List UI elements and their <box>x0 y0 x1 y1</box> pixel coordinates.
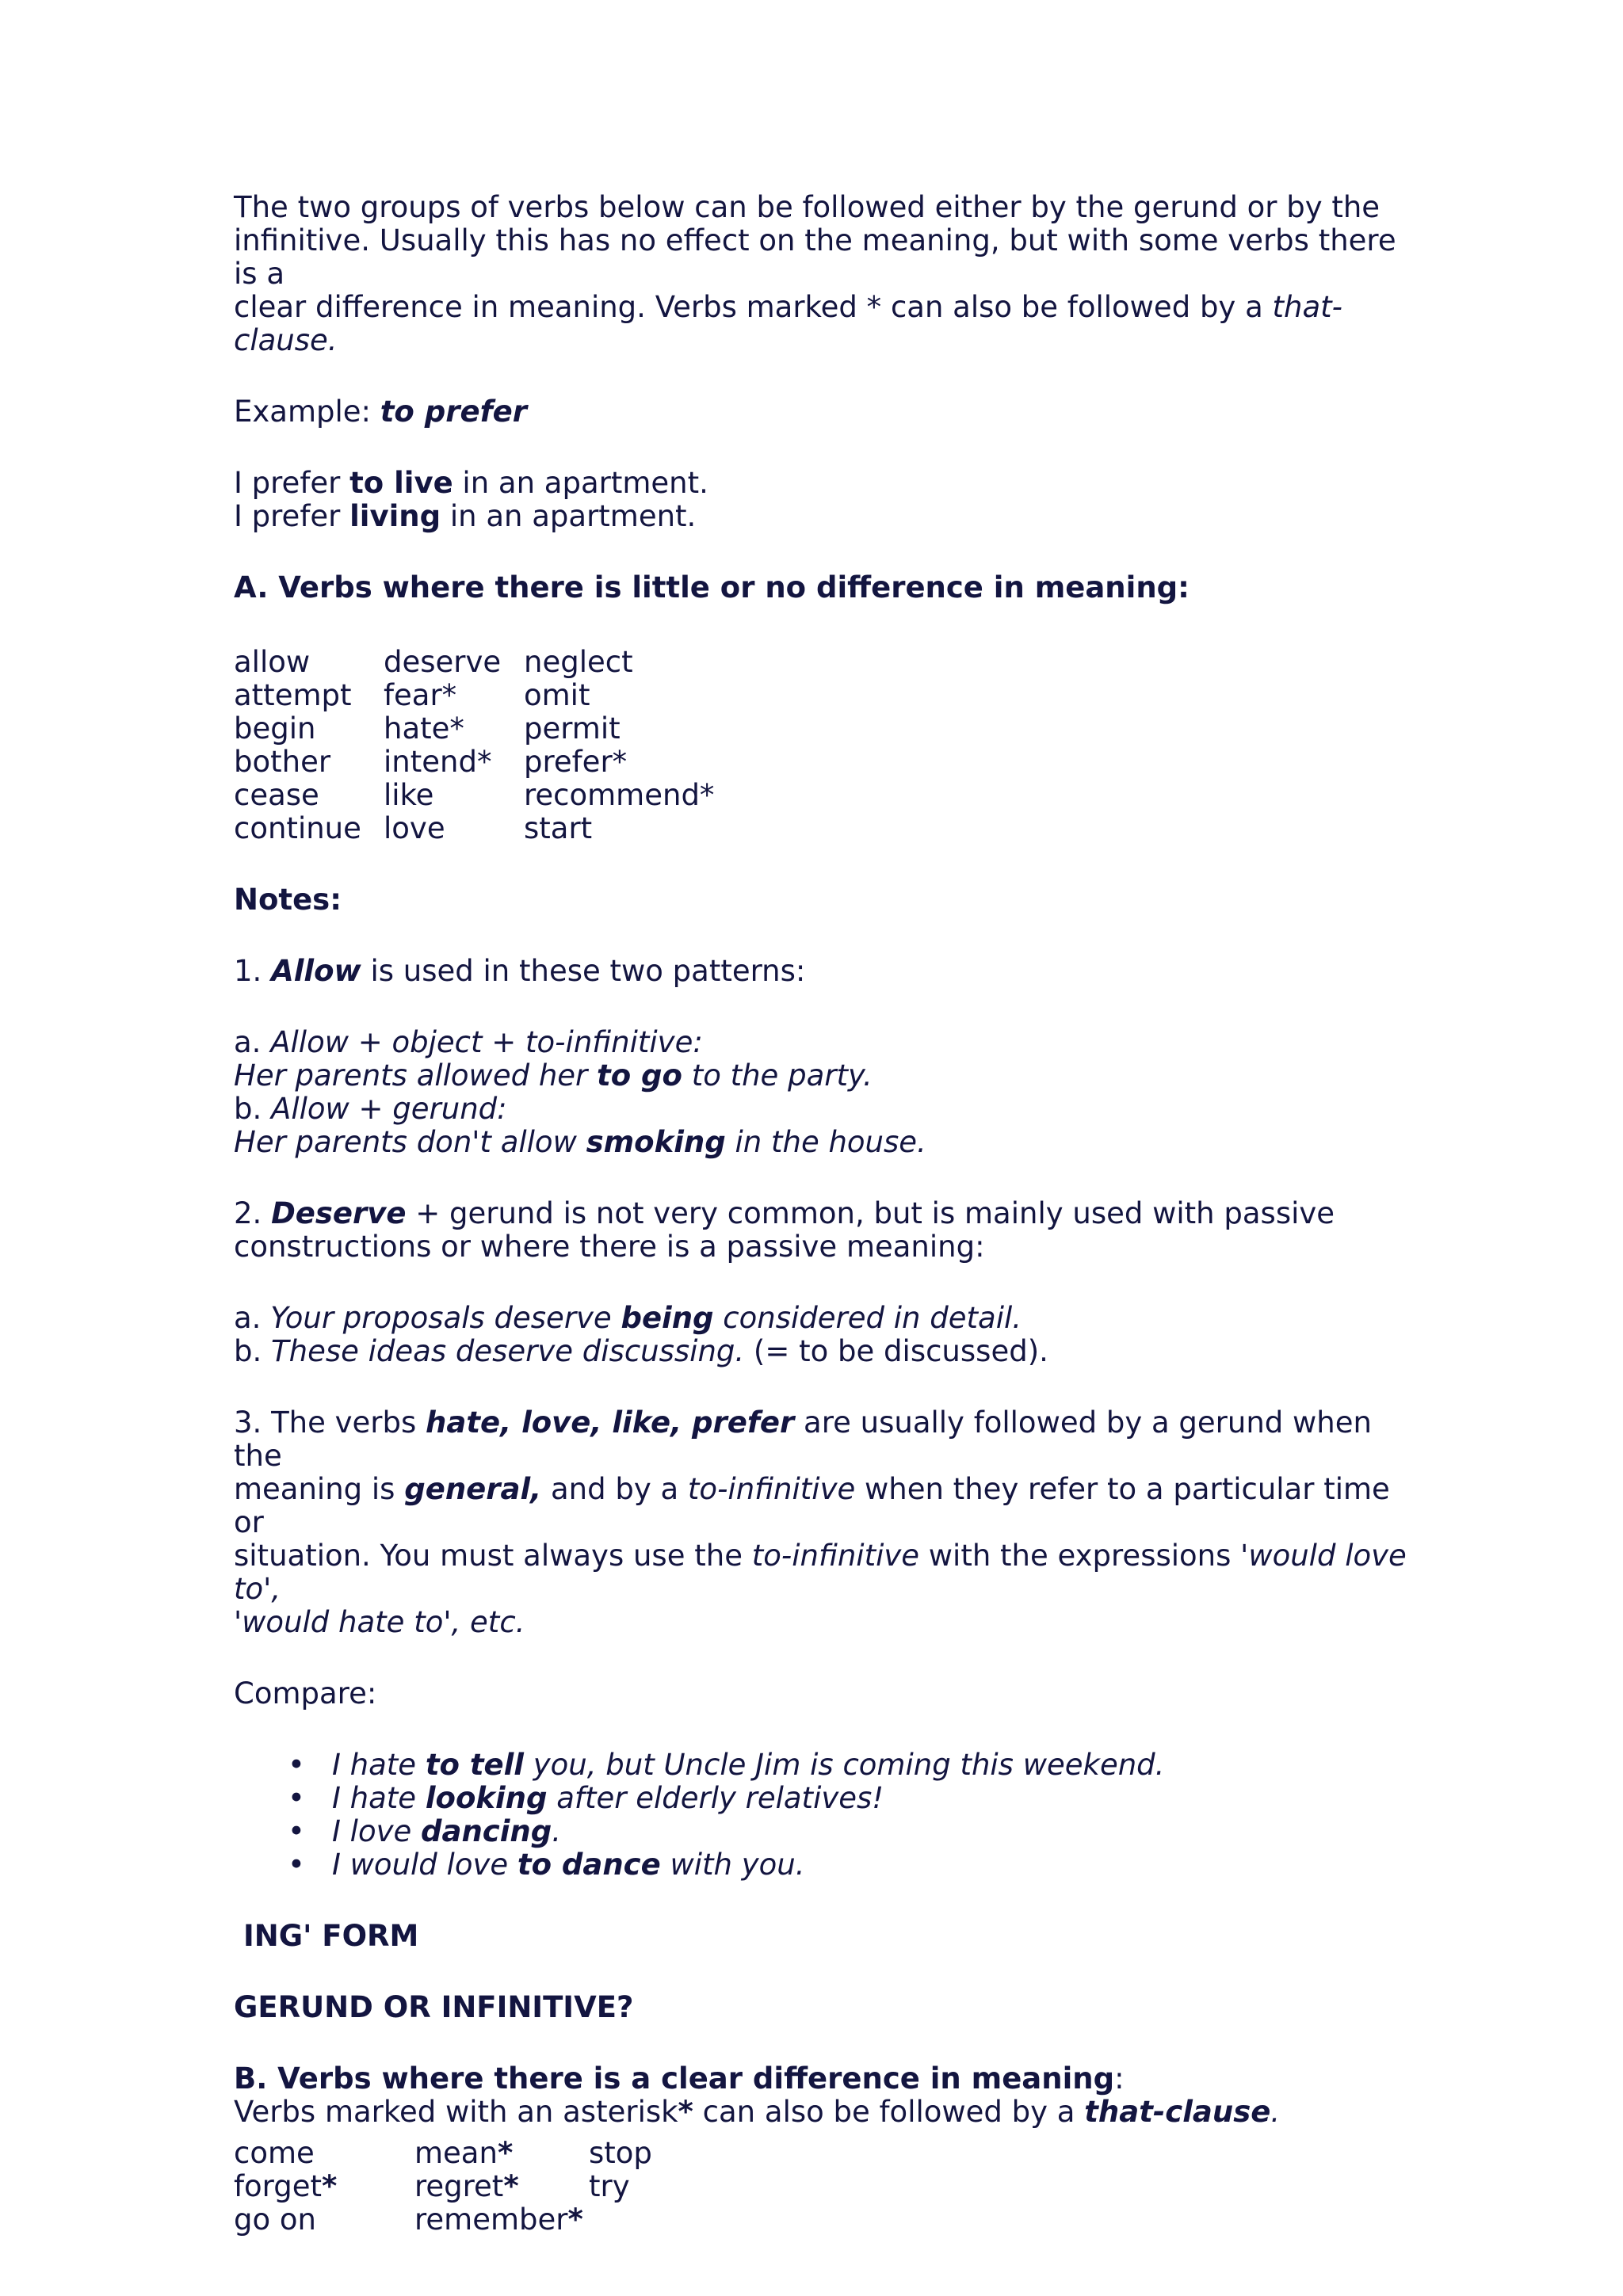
note-verb: Allow <box>271 954 361 988</box>
verb-text: come <box>234 2136 315 2170</box>
compare-item <box>234 1749 1423 1782</box>
compare-item <box>234 1848 1423 1882</box>
note-text: are usually followed by a gerund when the <box>234 1405 1372 1473</box>
verb-cell <box>589 2137 652 2170</box>
pattern-label: b. <box>234 1092 272 1126</box>
section-b-bold: that-clause <box>1084 2095 1271 2129</box>
bullet-icon: • <box>288 1848 305 1882</box>
note-italic: 'would love to', <box>234 1539 1407 1606</box>
note-1 <box>234 955 1423 988</box>
compare-bold: dancing <box>421 1814 552 1848</box>
verb-cell: fear* <box>384 678 457 712</box>
verb-cell: love <box>384 811 445 845</box>
verb-cell: like <box>384 778 434 812</box>
verb-text: try <box>589 2169 630 2203</box>
intro-line: The two groups of verbs below can be followed either by the gerund or by the <box>234 190 1381 224</box>
note-italic: to-infinitive <box>751 1539 920 1573</box>
verb-row <box>234 2203 652 2237</box>
note-text: meaning is <box>234 1472 405 1506</box>
example-sentences <box>234 467 1423 533</box>
example-sentence-text: I prefer <box>234 499 350 533</box>
section-b-heading <box>234 2062 1423 2129</box>
note-italic: to-infinitive <box>687 1472 856 1506</box>
note-text: and by a <box>541 1472 688 1506</box>
pattern-example: Her parents don't allow <box>234 1125 586 1159</box>
intro-line: infinitive. Usually this has no effect on the meaning, but with some verbs there is a <box>234 223 1396 291</box>
compare-text: with you. <box>660 1848 805 1882</box>
verb-text: regret <box>414 2169 504 2203</box>
verb-cell: omit <box>524 678 590 712</box>
example-sentence-text: I prefer <box>234 466 350 500</box>
pattern-example: Her parents allowed her <box>234 1058 598 1093</box>
verb-text: remember <box>414 2203 568 2237</box>
compare-text: I love <box>332 1814 422 1848</box>
compare-bold: to tell <box>425 1748 524 1782</box>
verb-cell: deserve <box>384 645 502 679</box>
verb-cell: start <box>524 811 593 845</box>
note-text: with the expressions <box>919 1539 1241 1573</box>
compare-text: I hate <box>332 1781 426 1815</box>
example-heading <box>234 395 1423 429</box>
note-bold: general, <box>404 1472 542 1506</box>
compare-item <box>234 1782 1423 1815</box>
example-label: a. <box>234 1301 271 1335</box>
section-a-heading-text: A. Verbs where there is little or no difference in meaning: <box>234 570 1190 605</box>
note-text: situation. You must always use the <box>234 1539 752 1573</box>
example-sentence-bold: to live <box>349 466 453 500</box>
note-3 <box>234 1406 1423 1639</box>
verb-cell: recommend* <box>524 778 715 812</box>
pattern-text: Allow + gerund: <box>271 1092 507 1126</box>
asterisk: * <box>497 2136 514 2170</box>
section-a-heading <box>234 571 1423 605</box>
verb-cell: permit <box>524 711 621 746</box>
document-content <box>234 191 1423 2237</box>
verb-cell: bother <box>234 745 331 779</box>
verb-cell: prefer* <box>524 745 628 779</box>
notes-heading <box>234 883 1423 917</box>
pattern-label: a. <box>234 1025 271 1059</box>
section-b-subtext: Verbs marked with an asterisk <box>234 2095 678 2129</box>
notes-heading-text: Notes: <box>234 883 342 917</box>
section-b-verb-table <box>234 2137 652 2237</box>
compare-bold: to dance <box>517 1848 661 1882</box>
section-a-verb-table <box>234 646 714 845</box>
note-text: is used in these two patterns: <box>361 954 806 988</box>
example-verb: to prefer <box>380 395 528 429</box>
example-label: Example: <box>234 395 380 429</box>
note-2-examples <box>234 1302 1423 1368</box>
example-text: Your proposals deserve <box>270 1301 621 1335</box>
verb-text: stop <box>589 2136 652 2170</box>
verb-row <box>234 712 714 746</box>
asterisk: * <box>567 2203 583 2237</box>
compare-text: after elderly relatives! <box>547 1781 884 1815</box>
verb-cell <box>589 2203 652 2237</box>
compare-text: I hate <box>332 1748 426 1782</box>
verb-row <box>234 812 714 845</box>
example-text: These ideas deserve discussing. <box>271 1334 745 1368</box>
note-text: constructions or where there is a passive meaning: <box>234 1230 985 1264</box>
verb-text: forget <box>234 2169 322 2203</box>
verb-cell: attempt <box>234 678 352 712</box>
pattern-example-bold: to go <box>597 1058 682 1093</box>
asterisk: * <box>678 2095 693 2129</box>
verb-row <box>234 646 714 679</box>
verb-cell <box>589 2170 652 2203</box>
section-b-subtext: can also be followed by a <box>693 2095 1085 2129</box>
compare-bold: looking <box>425 1781 548 1815</box>
bullet-icon: • <box>288 1748 305 1782</box>
note-text: when they refer to a particular time or <box>234 1472 1390 1539</box>
example-bold: being <box>621 1301 714 1335</box>
example-text: (= to be discussed). <box>744 1334 1048 1368</box>
verb-row <box>234 2170 652 2203</box>
compare-item <box>234 1815 1423 1848</box>
verb-cell: neglect <box>524 645 633 679</box>
intro-line: clear difference in meaning. Verbs marked * can also be followed by a <box>234 290 1273 324</box>
example-sentence-text: in an apartment. <box>453 466 708 500</box>
ing-form-heading-text: ING' FORM <box>243 1919 419 1953</box>
verb-row <box>234 779 714 812</box>
bullet-icon: • <box>288 1814 305 1848</box>
section-b-subtext: . <box>1270 2095 1281 2129</box>
verb-row <box>234 746 714 779</box>
compare-text: I would love <box>332 1848 517 1882</box>
note-text: 3. The verbs <box>234 1405 426 1440</box>
example-text: considered in detail. <box>713 1301 1022 1335</box>
compare-text: you, but Uncle Jim is coming this weekend. <box>523 1748 1165 1782</box>
pattern-example: in the house. <box>725 1125 926 1159</box>
section-b-colon: : <box>1114 2061 1125 2096</box>
verb-row <box>234 2137 652 2170</box>
pattern-text: Allow + object + to-infinitive: <box>270 1025 703 1059</box>
ing-form-heading <box>234 1920 1423 1953</box>
note-number: 2. <box>234 1196 272 1230</box>
note-italic: 'would hate to', etc. <box>234 1605 525 1639</box>
verb-cell <box>234 2170 414 2203</box>
verb-cell: allow <box>234 645 311 679</box>
verb-text: mean <box>414 2136 498 2170</box>
verb-row <box>234 679 714 712</box>
verb-text: go on <box>234 2203 316 2237</box>
asterisk: * <box>503 2169 519 2203</box>
gerund-heading-text: GERUND OR INFINITIVE? <box>234 1990 634 2024</box>
verb-cell: hate* <box>384 711 464 746</box>
pattern-example-bold: smoking <box>586 1125 726 1159</box>
note-2 <box>234 1197 1423 1264</box>
verb-cell: intend* <box>384 745 492 779</box>
verb-cell: continue <box>234 811 361 845</box>
verb-cell <box>234 2203 414 2237</box>
verb-cell <box>414 2137 589 2170</box>
intro-italic: that-clause. <box>234 290 1343 357</box>
intro-paragraph <box>234 191 1423 357</box>
note-number: 1. <box>234 954 272 988</box>
compare-list <box>234 1749 1423 1882</box>
asterisk: * <box>321 2169 338 2203</box>
example-sentence-text: in an apartment. <box>441 499 697 533</box>
note-verb: Deserve <box>271 1196 407 1230</box>
verb-cell <box>234 2137 414 2170</box>
note-text: + gerund is not very common, but is mainly used with passive <box>406 1196 1335 1230</box>
bullet-icon: • <box>288 1781 305 1815</box>
compare-label: Compare: <box>234 1676 377 1711</box>
section-b-heading-text: B. Verbs where there is a clear difference in meaning <box>234 2061 1115 2096</box>
pattern-example: to the party. <box>682 1058 873 1093</box>
example-label: b. <box>234 1334 272 1368</box>
verb-cell: begin <box>234 711 316 746</box>
example-sentence-bold: living <box>349 499 441 533</box>
verb-cell: cease <box>234 778 319 812</box>
compare-text: . <box>552 1814 562 1848</box>
note-1-patterns <box>234 1026 1423 1159</box>
verb-cell <box>414 2170 589 2203</box>
note-verbs: hate, love, like, prefer <box>426 1405 795 1440</box>
verb-cell <box>414 2203 589 2237</box>
gerund-heading <box>234 1991 1423 2024</box>
